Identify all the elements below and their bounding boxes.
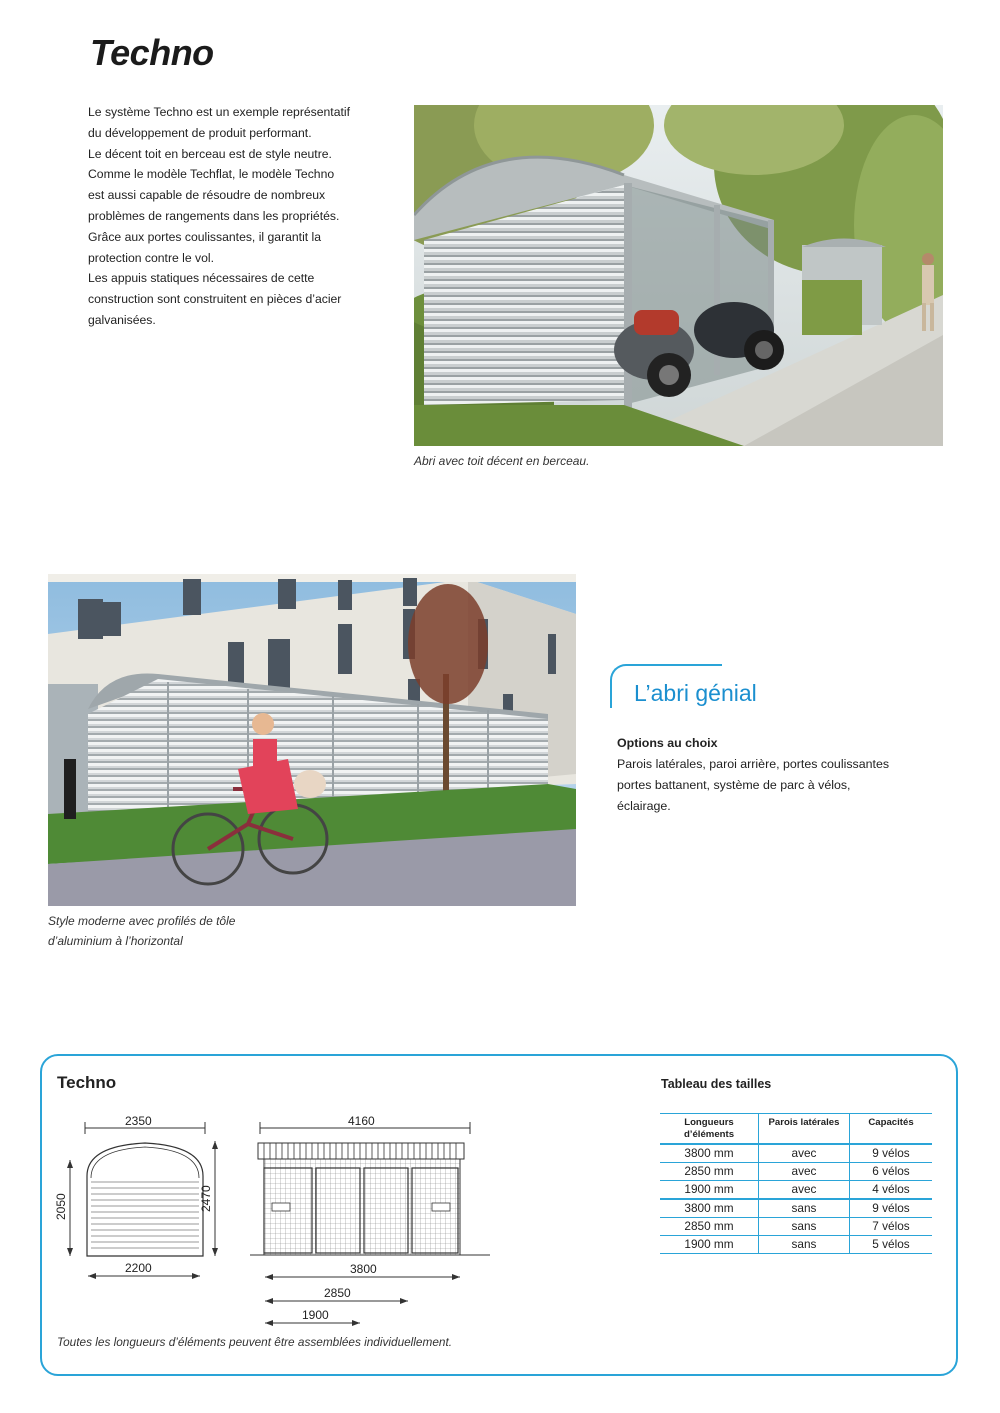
table-title: Tableau des tailles [661, 1077, 772, 1091]
intro-line: problèmes de rangements dans les propriétés. [88, 208, 340, 223]
intro-line: construction sont construitent en pièces d’acier [88, 292, 342, 307]
cell-length: 3800 mm [660, 1144, 759, 1163]
table-row [660, 1144, 932, 1163]
intro-line: Le décent toit en berceau est de style neutre. [88, 146, 332, 161]
dim-base-width: 2200 [125, 1261, 152, 1275]
shelter-photo [414, 105, 943, 446]
cell-capacity: 9 vélos [850, 1144, 933, 1163]
cell-length: 3800 mm [660, 1199, 759, 1218]
dim-3800: 3800 [350, 1262, 377, 1276]
options-heading: Options au choix [617, 736, 718, 750]
options-text [617, 733, 897, 817]
table-row [660, 1181, 932, 1200]
header-longueurs: Longueurs d’éléments [660, 1114, 759, 1145]
side-view-drawing [250, 1108, 500, 1328]
table-row [660, 1218, 932, 1236]
intro-line: est aussi capable de résoudre de nombreux [88, 188, 326, 203]
cell-length: 2850 mm [660, 1218, 759, 1236]
photo-caption [48, 911, 235, 951]
dim-2850: 2850 [324, 1286, 351, 1300]
section-heading-text: L’abri génial [634, 680, 757, 706]
intro-line: Grâce aux portes coulissantes, il garantit la [88, 229, 322, 244]
options-line: éclairage. [617, 799, 671, 813]
intro-line: du développement de produit performant. [88, 125, 312, 140]
spec-box-title: Techno [57, 1073, 117, 1092]
intro-line: Comme le modèle Techflat, le modèle Techno [88, 167, 335, 182]
cell-walls: sans [759, 1199, 850, 1218]
dim-top-width: 2350 [125, 1114, 152, 1128]
cell-length: 1900 mm [660, 1181, 759, 1200]
dim-height-left: 2050 [54, 1193, 68, 1220]
cell-walls: avec [759, 1181, 850, 1200]
intro-line: Les appuis statiques nécessaires de cette [88, 271, 315, 286]
cell-walls: sans [759, 1236, 850, 1254]
photo-caption: Abri avec toit décent en berceau. [414, 454, 590, 468]
page-title: Techno [90, 32, 214, 73]
cell-capacity: 5 vélos [850, 1236, 933, 1254]
sizes-table [660, 1113, 932, 1254]
header-parois: Parois latérales [759, 1114, 850, 1145]
intro-line: protection contre le vol. [88, 250, 215, 265]
spec-footnote: Toutes les longueurs d’éléments peuvent être assemblées individuellement. [57, 1335, 452, 1349]
table-row [660, 1236, 932, 1254]
cell-capacity: 9 vélos [850, 1199, 933, 1218]
dim-height-right: 2470 [199, 1185, 213, 1212]
caption-line: Style moderne avec profilés de tôle [48, 914, 236, 928]
cell-capacity: 6 vélos [850, 1163, 933, 1181]
cell-capacity: 4 vélos [850, 1181, 933, 1200]
caption-line: d’aluminium à l’horizontal [48, 934, 183, 948]
cell-walls: avec [759, 1163, 850, 1181]
cell-capacity: 7 vélos [850, 1218, 933, 1236]
intro-line: galvanisées. [88, 312, 156, 327]
dim-1900: 1900 [302, 1308, 329, 1322]
intro-text [88, 102, 358, 331]
front-view-drawing [50, 1108, 240, 1288]
cyclist-photo [48, 574, 576, 906]
header-capacites: Capacités [850, 1114, 933, 1145]
cell-walls: avec [759, 1144, 850, 1163]
dim-total-length: 4160 [348, 1114, 375, 1128]
table-row [660, 1163, 932, 1181]
options-line: portes battanent, système de parc à vélos, [617, 778, 851, 792]
cell-walls: sans [759, 1218, 850, 1236]
intro-line: Le système Techno est un exemple représentatif [88, 105, 350, 119]
cell-length: 2850 mm [660, 1163, 759, 1181]
table-header-row [660, 1114, 932, 1145]
cell-length: 1900 mm [660, 1236, 759, 1254]
options-line: Parois latérales, paroi arrière, portes coulissantes [617, 757, 890, 771]
table-row [660, 1199, 932, 1218]
